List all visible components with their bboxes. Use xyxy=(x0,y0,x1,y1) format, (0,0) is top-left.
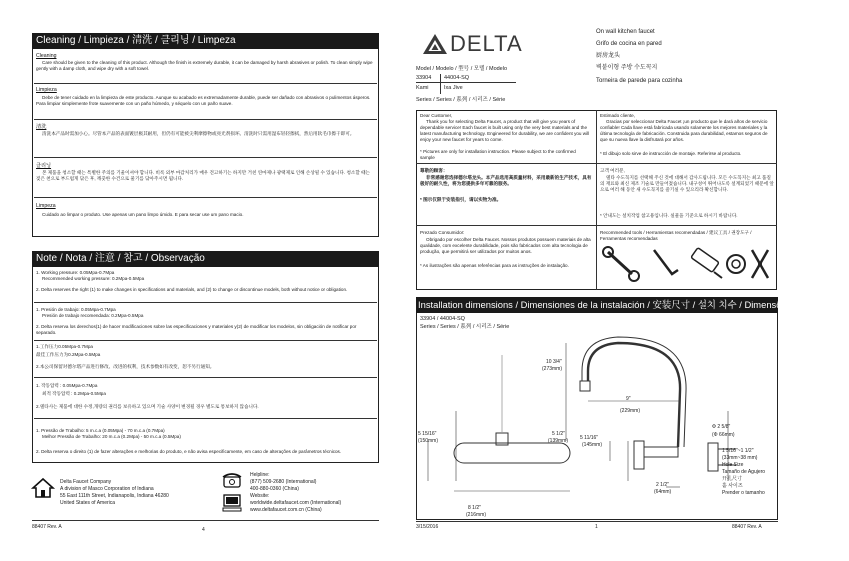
note-en-1b: Recommended working pressure: 0.2Mpa-0.5Mpa xyxy=(42,276,145,281)
cleaning-pt-heading: Limpeza xyxy=(36,203,56,209)
house-icon xyxy=(32,478,54,498)
footer-doc-number: 88407 Rev. A xyxy=(32,524,62,530)
welcome-pt-dear: Prezado Consumidor: xyxy=(420,230,465,235)
computer-icon xyxy=(222,494,242,512)
dim-height: 10 3/4" xyxy=(546,359,562,365)
left-page xyxy=(28,0,380,561)
note-ko-2: 2.델타사는 제품에 대한 수정,개량의 권리를 보유하고 있으며 기술 사양이 변경될 경우 별도로 통보하지 않습니다. xyxy=(36,404,259,409)
dim-centers: 5 1/2" xyxy=(552,431,565,437)
footer-page-number: 4 xyxy=(202,527,205,533)
divider xyxy=(34,418,377,419)
hole-label-en: Hole Size xyxy=(722,462,744,468)
footer-rule xyxy=(32,520,379,521)
divider xyxy=(34,302,377,303)
welcome-zh-note: * 图示仅限于安装指引，请以实物为准。 xyxy=(420,197,502,202)
company-line-3: 55 East 111th Street, Indianapolis, Indiana 46280 xyxy=(60,493,169,499)
welcome-es-body: Gracias por seleccionar Delta Faucet ¡un producto que le dará años de servicio confiable! Cada llave está fabricada usando solamente los mejores materiales y la última tecnología de fabricación. Construida para durabilidad, estamos seguros de que su nueva llave la disfrutará por años. xyxy=(600,119,768,142)
divider xyxy=(34,83,377,84)
footer-rule xyxy=(416,521,778,522)
sealant-tube-icon xyxy=(691,248,722,278)
cleaning-zh-heading: 清洗 xyxy=(36,124,47,130)
divider xyxy=(34,197,377,198)
hole-label-es: Tamaño de Agujero xyxy=(722,469,766,475)
footer-doc-number: 88407 Rev. A xyxy=(732,524,762,530)
company-line-4: United States of America xyxy=(60,500,116,506)
welcome-zh-dear: 尊敬的顾客： xyxy=(420,168,448,173)
dim-depth-mm: (64mm) xyxy=(654,489,672,495)
note-zh-1b: 最佳工作压力为0.2Mpa-0.5Mpa xyxy=(36,352,101,357)
note-es-1b: Presión de trabajo recomendada: 0.2Mpa-0.5Mpa xyxy=(42,313,144,318)
welcome-ko-dear: 고객 여러분, xyxy=(600,168,625,173)
dim-centers-mm: (139mm) xyxy=(548,438,569,444)
tools-title: Recommended tools / Herramientas recomendadas / 建议工具 / 권장도구 / Ferramentas recomendadas xyxy=(600,230,752,241)
cleaning-section xyxy=(32,49,379,237)
install-title-bar: Installation dimensions / Dimensiones de la instalación / 安装尺寸 / 설치 치수 / Dimensões de instalação xyxy=(416,297,778,313)
website-china: www.deltafaucet.com.cn (China) xyxy=(250,507,322,513)
dim-wall-handle-mm: (145mm) xyxy=(582,442,603,448)
delta-logo-text: DELTA xyxy=(450,31,523,56)
helpline-china: 400-880-0360 (China) xyxy=(250,486,299,492)
note-en-2: 2. Delta reserves the right (1) to make changes in specifications and materials, and (2) to change or discontinue models, both without notice or obligation. xyxy=(36,287,348,292)
dim-width: 8 1/2" xyxy=(468,505,481,511)
dim-hole: 1 5/16"~1 1/2" xyxy=(722,448,754,454)
cleaning-title-bar: Cleaning / Limpieza / 清洗 / 클리닝 / Limpeza xyxy=(32,33,379,49)
helpline-label: Helpline: xyxy=(250,472,270,478)
welcome-pt-note: * As ilustrações são apenas referências para as instruções de instalação. xyxy=(420,263,569,268)
dim-spout-dia-mm: (Φ 66mm) xyxy=(712,432,735,438)
dim-reach: 9" xyxy=(626,396,631,402)
dim-width-mm: (216mm) xyxy=(466,512,487,518)
product-title-es: Grifo de cocina en pared xyxy=(596,41,662,47)
model-number-2: 44004-SQ xyxy=(444,75,470,81)
welcome-es-dear: Estimado cliente, xyxy=(600,113,635,118)
product-title-zh: 厨房龙头 xyxy=(596,53,621,59)
website-label: Website: xyxy=(250,493,270,499)
cleaning-ko-heading: 클리닝 xyxy=(36,163,52,169)
dim-body-height-mm: (150mm) xyxy=(418,438,439,444)
pliers-icon xyxy=(752,250,768,278)
cleaning-en-heading: Cleaning xyxy=(36,53,57,59)
divider xyxy=(34,157,377,158)
footer-page-number: 1 xyxy=(595,524,598,530)
welcome-es-note: * El dibujo solo sirve de instrucción de montaje. Referirse al producto. xyxy=(600,151,742,156)
cleaning-en-text: Care should be given to the cleaning of this product. Although the finish is extremely durable, it can be damaged by harsh abrasives or polish. To clean simply wipe gently with a damp cloth, and wipe dry with a soft towel. xyxy=(36,60,373,71)
series-name-1: Kami xyxy=(416,85,429,91)
cleaning-es-heading: Limpieza xyxy=(36,87,57,93)
note-title-bar: Note / Nota / 注意 / 참고 / Observação xyxy=(32,251,379,267)
note-pt-2: 2. Delta reserva o direito (1) de fazer alterações e melhorias do produto, e não avisa especificamente, em caso de alterações de parâmetros técnicos. xyxy=(36,449,342,454)
hole-label-pt: Prender o tamanho xyxy=(722,490,765,496)
cleaning-ko-text: 본 제품을 청소할 때는 특별한 주의를 기울이셔야 합니다. 비록 외부 마감처리가 매우 견고하기는 하지만 거친 연마제나 광택제로 인해 손상될 수 있습니다. 청소할 때는 젖은 천으로 부드럽게 닦은 후, 깨끗한 수건으로 물기를 닦아주시면 됩니다. xyxy=(36,170,370,181)
note-en-1: 1. Working pressure: 0.05Mpa-0.7Mpa xyxy=(36,270,115,275)
tape-roll-icon xyxy=(727,255,745,273)
divider xyxy=(34,119,377,120)
note-ko-1: 1. 작동압력 : 0.05Mpa-0.7Mpa xyxy=(36,383,98,388)
note-ko-1b: 최적 작동압력 : 0.2Mpa-0.5Mpa xyxy=(42,391,106,396)
company-line-2: A division of Masco Corporation of Indiana xyxy=(60,486,154,492)
company-line-1: Delta Faucet Company xyxy=(60,479,112,485)
welcome-hrule-1 xyxy=(416,163,777,164)
welcome-ko-body: 델타 수도꼭지를 선택해 주신 것에 대해서 감사드립니다. 모든 수도꼭지는 최고 품질의 재료와 최신 제조 기술로 만들어졌습니다. 내구성이 뛰어나도록 설계되었기 때문에 앞으로 여러 해 동안 새 수도꼭지를 즐기실 수 있으리라 확신합니다. xyxy=(600,175,774,192)
product-title-ko: 벽붙이형 주방 수도꼭지 xyxy=(596,65,658,71)
welcome-zh-body: 非常感谢您选择德尔塔龙头。本产品选用高质量材料，采用最新的生产技术，具有极好的耐久性，将为您提供多年可靠的服务。 xyxy=(420,175,592,186)
model-rule xyxy=(416,82,516,83)
cleaning-pt-text: Cuidado ao limpar o produto. Use apenas um pano limpo úmido. E para secar use um pano macio. xyxy=(42,212,244,217)
website-intl: worldwide.deltafaucet.com (International) xyxy=(250,500,342,506)
delta-logo-icon xyxy=(422,33,448,55)
dim-depth: 2 1/2" xyxy=(656,482,669,488)
welcome-pt-body: Obrigado por escolher Delta Faucet. Nossos produtos possuem materiais de alta qualidade, com excelente durabilidade, pois são fabricados com alta tecnologia de produção, que permitirá ser utilizados por muitos anos. xyxy=(420,237,591,254)
product-title-pt: Torneira de parede para cozinha xyxy=(596,78,683,84)
series-name-2: Ixa Jive xyxy=(444,85,463,91)
dim-height-mm: (273mm) xyxy=(542,366,563,372)
note-pt-1: 1. Pressão de Trabalho: 5 m.c.a (0.05Mpa) - 70 m.c.a (0.7Mpa) xyxy=(36,428,165,433)
model-label: Model / Modelo / 型号 / 모델 / Modelo xyxy=(416,66,508,72)
welcome-vrule xyxy=(596,110,597,290)
helpline-intl: (877) 509-2680 (International) xyxy=(250,479,317,485)
welcome-en-dear: Dear Customer, xyxy=(420,113,453,118)
note-zh-2: 2.本公司保留对德尔塔产品进行修改、改进的权利，技术参数如有改变，恕不另行通知。 xyxy=(36,364,215,369)
series-label: Series / Series / 系列 / 시리즈 / Série xyxy=(416,97,506,103)
dim-reach-mm: (229mm) xyxy=(620,408,641,414)
hex-key-icon xyxy=(654,250,678,274)
note-es-2: 2. Delta reserva los derechos(1) de hacer modificaciones sobre las especificaciones y materiales y(2) de modificar los modelos, sin obligación de notificar por separado. xyxy=(36,324,357,335)
drawing-model: 33904 / 44004-SQ xyxy=(420,316,465,322)
dim-spout-dia: Φ 2 5/8" xyxy=(712,424,731,430)
note-zh-1: 1.工作压力0.05Mpa-0.7Mpa xyxy=(36,344,93,349)
wrench-icon xyxy=(603,247,639,281)
welcome-hrule-2 xyxy=(416,225,777,226)
welcome-ko-note: * 안내도는 설치작업 참고용입니다. 실물을 기준으로 하시기 바랍니다. xyxy=(600,213,738,218)
dim-hole-mm: (33mm~38 mm) xyxy=(722,455,758,461)
divider xyxy=(34,340,377,341)
dim-wall-handle: 5 11/16" xyxy=(580,435,599,441)
divider xyxy=(34,377,377,378)
dim-body-height: 5 15/16" xyxy=(418,431,437,437)
model-vrule xyxy=(440,74,441,94)
note-pt-1b: Melhor Pressão de Trabalho: 20 m.c.a (0.2Mpa) - 50 m.c.a (0.5Mpa) xyxy=(42,434,181,439)
model-number-1: 33904 xyxy=(416,75,432,81)
drawing-series: Series / Series / 系列 / 시리즈 / Série xyxy=(420,324,510,330)
right-page xyxy=(412,0,849,561)
cleaning-zh-text: 清洗本产品时需加小心。尽管本产品的表面镀层极其耐用，但仍有可能被尖利摩擦物或亮光剂损坏。清洗时只需用湿布轻轻擦拭，然后用软毛巾擦干即可。 xyxy=(42,131,355,136)
note-es-1: 1. Presión de trabajo: 0.05Mpa-0.7Mpa xyxy=(36,307,116,312)
footer-date: 3/15/2016 xyxy=(416,524,439,530)
phone-icon xyxy=(222,472,242,488)
cleaning-es-text: Debe de tener cuidado en la limpieza de este producto. Aunque su acabado es extremadamente durable, puede ser dañado con abrasivos o pulimentos ásperos. Para limpiar simplemente frote suavemente con un paño húmedo, y séquelo con un paño suave. xyxy=(36,95,371,106)
tools-illustration xyxy=(602,244,774,284)
product-title-en: On wall kitchen faucet xyxy=(596,29,655,35)
hole-label-zh: 开孔尺寸 xyxy=(722,476,743,482)
welcome-en-note: * Pictures are only for installation instruction. Please subject to the confirmed sample xyxy=(420,149,576,160)
hole-label-ko: 홀 사이즈 xyxy=(722,483,743,489)
welcome-en-body: Thank you for selecting Delta Faucet, a product that will give you years of dependable service! Each faucet is built using only the very best materials and the latest manufacturing technology. Engineered for durability, we are confident you will enjoy your new faucet for years to come. xyxy=(420,119,590,142)
